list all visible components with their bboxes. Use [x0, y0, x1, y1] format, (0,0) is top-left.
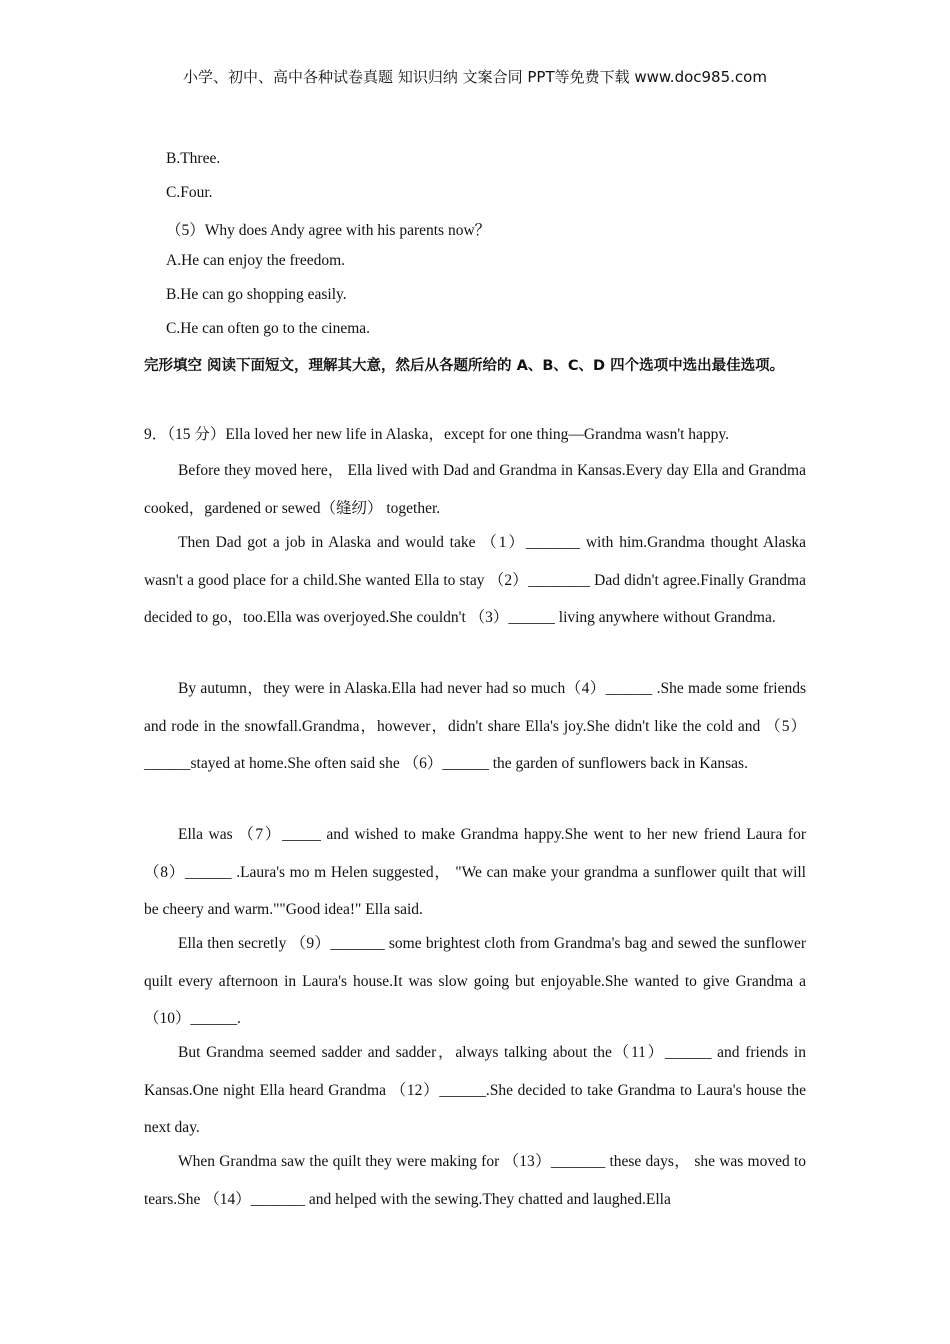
- passage-paragraph-5: Ella then secretly （9）_______ some brightest cloth from Grandma's bag and sewed the sunflower quilt every afternoon in Laura's house.It was slow going but enjoyable.She wanted to give Grandma a （10）______.: [144, 935, 806, 1027]
- option-c-prev: C.Four.: [166, 184, 213, 201]
- section-heading: 完形填空 阅读下面短文，理解其大意，然后从各题所给的 A、B、C、D 四个选项中选出最佳选项。: [144, 358, 785, 374]
- passage-paragraph-3: By autumn，they were in Alaska.Ella had never had so much（4）______ .She made some friends and rode in the snowfall.Grandma，however，didn't share Ella's joy.She didn't like the cold and （5）______stayed at home.She often said she （6）______ the garden of sunflowers back in Kansas.: [144, 680, 806, 772]
- passage-paragraph-2: Then Dad got a job in Alaska and would take （1）_______ with him.Grandma thought Alaska wasn't a good place for a child.She wanted Ella to stay （2）________ Dad didn't agree.Finally Grandma decided to go，too.Ella was overjoyed.She couldn't （3）______ living anywhere without Grandma.: [144, 534, 806, 626]
- question-5-option-b: B.He can go shopping easily.: [166, 286, 347, 303]
- page-header: 小学、初中、高中各种试卷真题 知识归纳 文案合同 PPT等免费下载 www.doc985.com: [183, 68, 767, 86]
- passage-paragraph-7: When Grandma saw the quilt they were making for （13）_______ these days， she was moved to tears.She （14）_______ and helped with the sewing.They chatted and laughed.Ella: [144, 1153, 806, 1208]
- passage-paragraph-4: Ella was （7）_____ and wished to make Grandma happy.She went to her new friend Laura for （8）______ .Laura's mo m Helen suggested， "We can make your grandma a sunflower quilt that will be cheery and warm.""Good idea!" Ella said.: [144, 826, 806, 918]
- question-5-stem: （5）Why does Andy agree with his parents now？: [166, 222, 491, 239]
- question-5-option-c: C.He can often go to the cinema.: [166, 320, 371, 337]
- option-b-prev: B.Three.: [166, 150, 221, 167]
- question-5-option-a: A.He can enjoy the freedom.: [166, 252, 346, 269]
- question-9-intro: 9．（15 分）Ella loved her new life in Alaska，except for one thing—Grandma wasn't happy.: [144, 426, 730, 443]
- passage-paragraph-1: Before they moved here， Ella lived with Dad and Grandma in Kansas.Every day Ella and Grandma cooked，gardened or sewed（缝纫） together.: [144, 462, 806, 517]
- passage-paragraph-6: But Grandma seemed sadder and sadder，always talking about the（11）______ and friends in Kansas.One night Ella heard Grandma （12）______.She decided to take Grandma to Laura's house the next day.: [144, 1044, 806, 1136]
